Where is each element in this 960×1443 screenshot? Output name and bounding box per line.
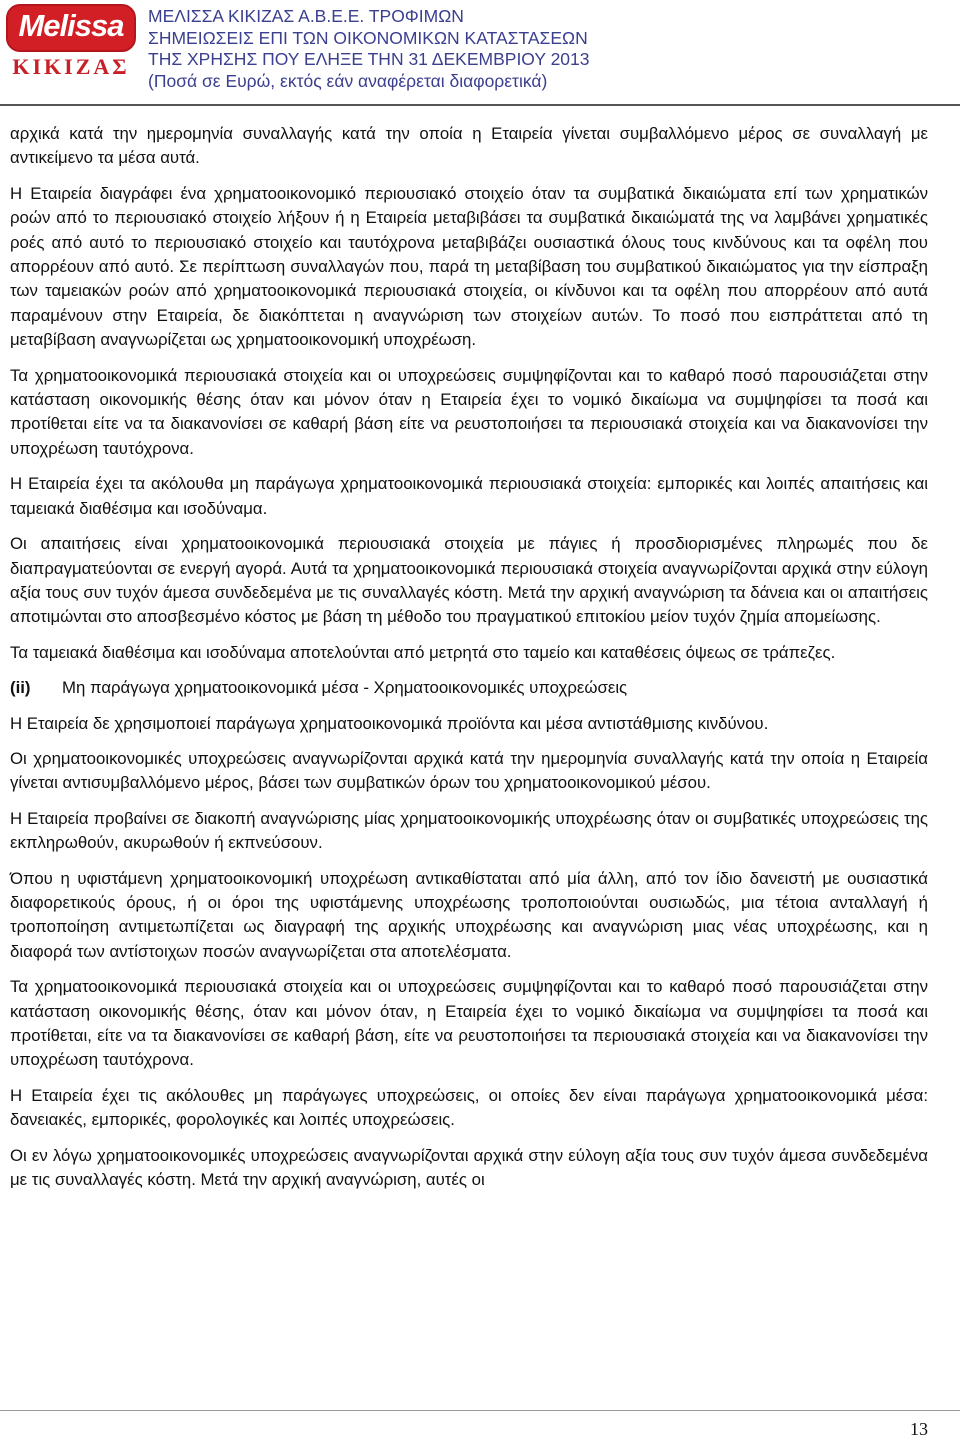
header-divider [0, 104, 960, 106]
paragraph: Η Εταιρεία διαγράφει ένα χρηματοοικονομικό περιουσιακό στοιχείο όταν τα συμβατικά δικαιώματα επί των χρηματικών ροών από το περιουσιακό στοιχείο λήξουν ή η Εταιρεία μεταβιβάσει τα συμβατικά δικαιώματά της να λαμβάνει χρηματικές ροές από αυτό το περιουσιακό στοιχείο και ταυτόχρονα μεταβιβάζει ουσιαστικά όλους τους κινδύνους και τα οφέλη που απορρέουν από αυτό. Σε περίπτωση συναλλαγών που, παρά τη μεταβίβαση του συμβατικού δικαιώματος για την είσπραξη των ταμειακών ροών από χρηματοοικονομικά περιουσιακά στοιχεία, οι κίνδυνοι και τα οφέλη που απορρέουν από αυτά παραμένουν στην Εταιρεία, δε διακόπτεται η αναγνώριση των στοιχείων αυτών. Το ποσό που εισπράττεται από τη μεταβίβαση αναγνωρίζεται ως χρηματοοικονομική υποχρέωση. [10, 183, 928, 350]
logo-brand: Melissa [18, 8, 124, 43]
paragraph: Η Εταιρεία έχει τα ακόλουθα μη παράγωγα χρηματοοικονομικά περιουσιακά στοιχεία: εμπορικές και λοιπές απαιτήσεις και ταμειακά διαθέσιμα και ισοδύναμα. [10, 474, 928, 518]
section-title: Μη παράγωγα χρηματοοικονομικά μέσα - Χρηματοοικονομικές υποχρεώσεις [62, 678, 628, 698]
company-name: ΜΕΛΙΣΣΑ ΚΙΚΙΖΑΣ Α.Β.Ε.Ε. ΤΡΟΦΙΜΩΝ [148, 6, 464, 26]
document-title: ΣΗΜΕΙΩΣΕΙΣ ΕΠΙ ΤΩΝ ΟΙΚΟΝΟΜΙΚΩΝ ΚΑΤΑΣΤΑΣΕΩΝ [148, 27, 588, 48]
paragraph: Οι απαιτήσεις είναι χρηματοοικονομικά περιουσιακά στοιχεία με πάγιες ή προσδιορισμένες πληρωμές που δε διαπραγματεύονται σε ενεργή αγορά. Αυτά τα χρηματοοικονομικά περιουσιακά στοιχεία αναγνωρίζονται αρχικά στην εύλογη αξία τους συν τυχόν άμεσα συνδεδεμένα με τις συναλλαγές κόστη. Μετά την αρχική αναγνώριση τα δάνεια και οι απαιτήσεις αποτιμώνται στο αποσβεσμένο κόστος με βάση τη μέθοδο του πραγματικού επιτοκίου μείον τυχόν ζημία απομείωσης. [10, 534, 928, 627]
paragraph: Τα χρηματοοικονομικά περιουσιακά στοιχεία και οι υποχρεώσεις συμψηφίζονται και το καθαρό ποσό παρουσιάζεται στην κατάσταση οικονομικής θέσης όταν και μόνον όταν η Εταιρεία έχει το νομικό δικαίωμα να συμψηφίσει τα ποσά και προτίθεται είτε να τα διακανονίσει σε καθαρή βάση είτε να ρευστοποιήσει τα περιουσιακά στοιχεία και να διακανονίσει την υποχρέωση ταυτόχρονα. [10, 365, 928, 458]
paragraph: Όπου η υφιστάμενη χρηματοοικονομική υποχρέωση αντικαθίσταται από μία άλλη, από τον ίδιο δανειστή με ουσιαστικά διαφορετικούς όρους, ή οι όροι της υφιστάμενης υποχρέωσης τροποποιούνται ουσιωδώς, μια τέτοια ανταλλαγή ή τροποποίηση αντιμετωπίζεται ως διαγραφή της αρχικής υποχρέωσης και αναγνώριση μιας νέας υποχρέωσης, και η διαφορά των αντίστοιχων ποσών αναγνωρίζεται στα αποτελέσματα. [10, 868, 928, 961]
section-heading [10, 676, 928, 700]
document-body [10, 122, 928, 1203]
logo-subtitle: ΚΙΚΙΖΑΣ [12, 54, 130, 79]
paragraph: Η Εταιρεία προβαίνει σε διακοπή αναγνώρισης μίας χρηματοοικονομικής υποχρέωσης όταν οι συμβατικές υποχρεώσεις της εκπληρωθούν, ακυρωθούν ή εκπνεύσουν. [10, 808, 928, 853]
paragraph: Η Εταιρεία δε χρησιμοποιεί παράγωγα χρηματοοικονομικά προϊόντα και μέσα αντιστάθμισης κινδύνου. [10, 713, 769, 733]
company-logo [6, 4, 136, 86]
paragraph: αρχικά κατά την ημερομηνία συναλλαγής κατά την οποία η Εταιρεία γίνεται συμβαλλόμενο μέρος σε συναλλαγή με αντικείμενο τα μέσα αυτά. [10, 124, 928, 168]
currency-note: (Ποσά σε Ευρώ, εκτός εάν αναφέρεται διαφορετικά) [148, 70, 548, 91]
paragraph: Οι χρηματοοικονομικές υποχρεώσεις αναγνωρίζονται αρχικά κατά την ημερομηνία συναλλαγής κατά την οποία η Εταιρεία γίνεται αντισυμβαλλόμενο μέρος, βάσει των συμβατικών όρων του χρηματοοικονομικού μέσου. [10, 748, 928, 793]
paragraph: Η Εταιρεία έχει τις ακόλουθες μη παράγωγες υποχρεώσεις, οι οποίες δεν είναι παράγωγα χρηματοοικονομικά μέσα: δανειακές, εμπορικές, φορολογικές και λοιπές υποχρεώσεις. [10, 1085, 928, 1130]
document-period: ΤΗΣ ΧΡΗΣΗΣ ΠΟΥ ΕΛΗΞΕ ΤΗΝ 31 ΔΕΚΕΜΒΡΙΟΥ 2013 [148, 49, 590, 69]
paragraph: Τα ταμειακά διαθέσιμα και ισοδύναμα αποτελούνται από μετρητά στο ταμείο και καταθέσεις όψεως σε τράπεζες. [10, 642, 836, 662]
paragraph: Οι εν λόγω χρηματοοικονομικές υποχρεώσεις αναγνωρίζονται αρχικά στην εύλογη αξία τους συν τυχόν άμεσα συνδεδεμένα με τις συναλλαγές κόστη. Μετά την αρχική αναγνώριση, αυτές οι [10, 1145, 928, 1190]
section-number: (ii) [10, 678, 31, 698]
page-number: 13 [910, 1419, 928, 1439]
header-text [148, 6, 590, 92]
paragraph: Τα χρηματοοικονομικά περιουσιακά στοιχεία και οι υποχρεώσεις συμψηφίζονται και το καθαρό ποσό παρουσιάζεται στην κατάσταση οικονομικής θέσης, όταν και μόνον όταν, η Εταιρεία έχει το νομικό δικαίωμα να συμψηφίσει τα ποσά και προτίθεται, είτε να τα διακανονίσει σε καθαρή βάση, είτε να ρευστοποιήσει τα περιουσιακά στοιχεία και να διακανονίσει την υποχρέωση ταυτόχρονα. [10, 977, 928, 1070]
page-header [0, 0, 960, 100]
footer-divider [0, 1410, 960, 1411]
